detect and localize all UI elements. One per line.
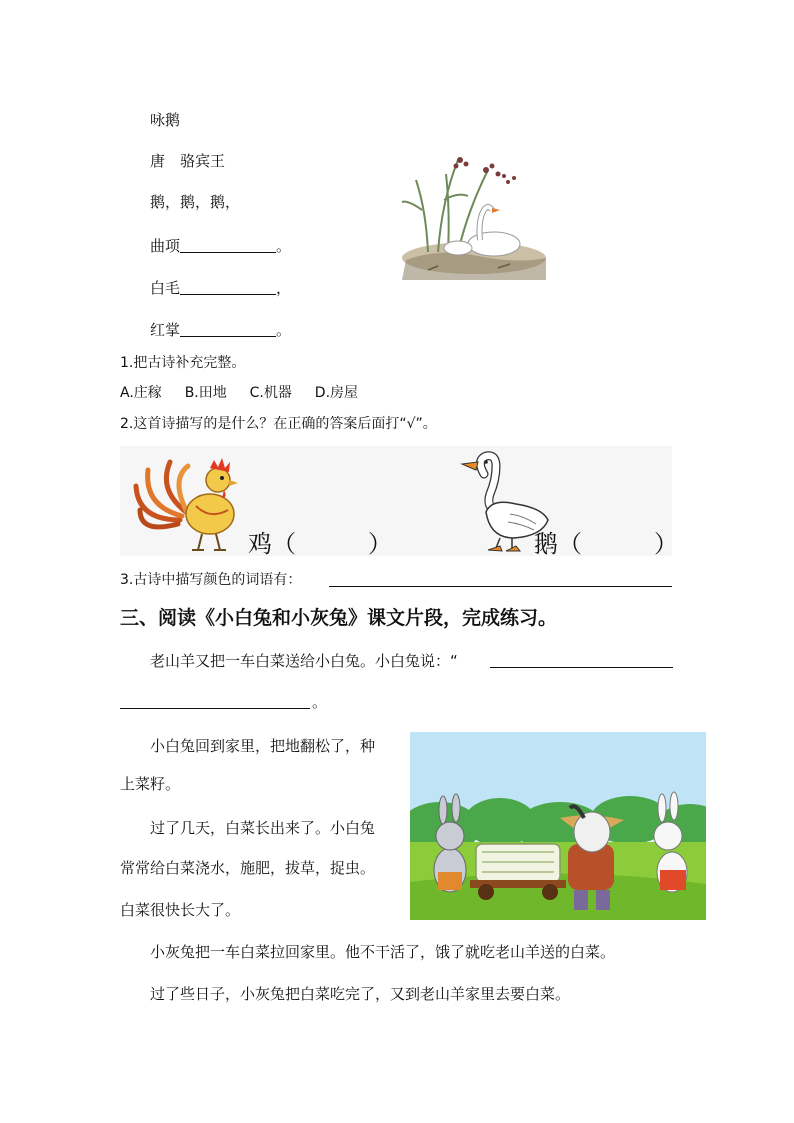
poem-line-4-prefix: 红掌: [150, 321, 181, 339]
question-1: 1.把古诗补充完整。: [120, 355, 246, 371]
poem-line-2-end: 。: [276, 237, 292, 255]
poem-line-2: [150, 236, 291, 256]
passage-paragraph-1: 老山羊又把一车白菜送给小白兔。小白兔说：“: [150, 652, 458, 670]
passage-answer-end: 。: [312, 693, 328, 711]
poem-line-4: [150, 320, 291, 340]
goose-choice[interactable]: 鹅（ ）: [534, 530, 678, 558]
option-b[interactable]: B.田地: [184, 385, 227, 401]
option-a[interactable]: A.庄稼: [120, 385, 162, 401]
poem-line-3-end: ，: [276, 279, 292, 297]
passage-paragraph-2b: 上菜籽。: [120, 775, 181, 793]
poem-blank-3[interactable]: [180, 320, 276, 337]
rabbits-and-goat-illustration: [410, 732, 706, 920]
poem-line-2-prefix: 曲项: [150, 237, 181, 255]
poem-line-3-prefix: 白毛: [150, 279, 181, 297]
rooster-illustration: [130, 450, 242, 554]
passage-paragraph-3a: 过了几天，白菜长出来了。小白兔: [150, 819, 376, 837]
animal-choice-panel: [120, 446, 678, 558]
passage-paragraph-4: 小灰兔把一车白菜拉回家里。他不干活了，饿了就吃老山羊送的白菜。: [150, 943, 616, 961]
goose-pond-illustration: [398, 140, 546, 280]
chicken-choice[interactable]: 鸡（ ）: [248, 530, 392, 558]
option-d[interactable]: D.房屋: [314, 385, 359, 401]
section-3-heading: 三、阅读《小白兔和小灰兔》课文片段，完成练习。: [120, 607, 558, 629]
question-3: 3.古诗中描写颜色的词语有：: [120, 572, 302, 588]
poem-line-4-end: 。: [276, 321, 292, 339]
question-3-answer-line[interactable]: [329, 586, 672, 587]
poem-author: 唐 骆宾王: [150, 152, 226, 170]
poem-line-3: [150, 278, 291, 298]
poem-blank-1[interactable]: [180, 236, 276, 253]
passage-answer-line-1[interactable]: [490, 667, 673, 668]
passage-paragraph-3c: 白菜很快长大了。: [120, 901, 241, 919]
passage-paragraph-2a: 小白兔回到家里，把地翻松了，种: [150, 737, 376, 755]
passage-paragraph-5: 过了些日子，小灰兔把白菜吃完了，又到老山羊家里去要白菜。: [150, 985, 571, 1003]
option-c[interactable]: C.机器: [249, 385, 292, 401]
passage-answer-line-2[interactable]: [120, 708, 310, 709]
poem-blank-2[interactable]: [180, 278, 276, 295]
passage-paragraph-3b: 常常给白菜浇水，施肥，拔草，捉虫。: [120, 859, 376, 877]
poem-title: 咏鹅: [150, 111, 181, 129]
question-1-options: [120, 383, 520, 403]
question-2: 2.这首诗描写的是什么？在正确的答案后面打“√”。: [120, 416, 437, 432]
poem-line-1: 鹅，鹅，鹅，: [150, 193, 241, 211]
